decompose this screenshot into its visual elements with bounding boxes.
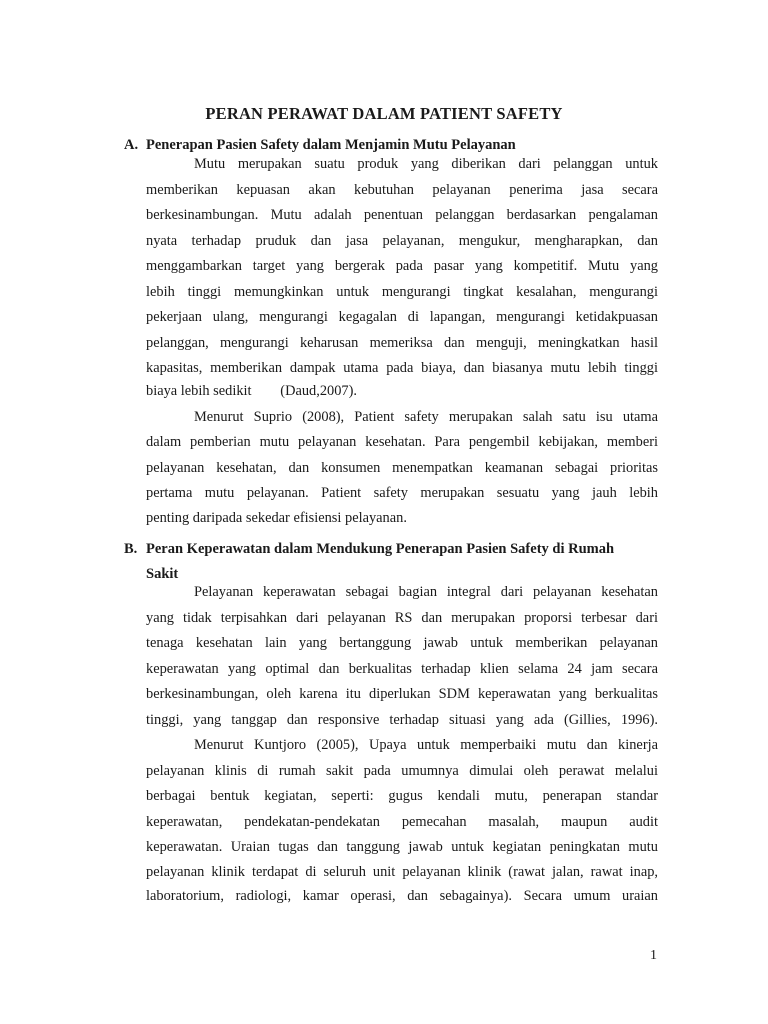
- body-line: keperawatan yang optimal dan berkualitas terhadap klien selama 24 jam secara: [146, 661, 658, 677]
- body-line: berkesinambungan. Mutu adalah penentuan pelanggan berdasarkan pengalaman: [146, 207, 658, 223]
- body-line: Pelayanan keperawatan sebagai bagian integral dari pelayanan kesehatan: [194, 584, 658, 600]
- body-line: Mutu merupakan suatu produk yang diberikan dari pelanggan untuk: [194, 156, 658, 172]
- body-line: kapasitas, memberikan dampak utama pada biaya, dan biasanya mutu lebih tinggi: [146, 360, 658, 376]
- body-line: keperawatan, pendekatan-pendekatan pemecahan masalah, maupun audit: [146, 814, 658, 830]
- section-a-letter: A.: [124, 137, 139, 153]
- body-line: laboratorium, radiologi, kamar operasi, dan sebagainya). Secara umum uraian: [146, 888, 658, 904]
- document-title: PERAN PERAWAT DALAM PATIENT SAFETY: [205, 104, 563, 123]
- section-a-title: Penerapan Pasien Safety dalam Menjamin Mutu Pelayanan: [146, 137, 516, 153]
- body-line: berbagai bentuk kegiatan, seperti: gugus kendali mutu, penerapan standar: [146, 788, 658, 804]
- body-line: tinggi, yang tanggap dan responsive terhadap situasi yang ada (Gillies, 1996).: [146, 712, 658, 728]
- section-b-title-line-1: Peran Keperawatan dalam Mendukung Penerapan Pasien Safety di Rumah: [146, 541, 615, 557]
- body-line: yang tidak terpisahkan dari pelayanan RS dan merupakan proporsi terbesar dari: [146, 610, 658, 626]
- page-number: 1: [650, 948, 657, 963]
- section-b-letter: B.: [124, 541, 138, 557]
- body-line: keperawatan. Uraian tugas dan tanggung jawab untuk kegiatan peningkatan mutu: [146, 839, 658, 855]
- body-line: berkesinambungan, oleh karena itu diperlukan SDM keperawatan yang berkualitas: [146, 686, 658, 702]
- body-line: pelayanan kesehatan, dan konsumen menempatkan keamanan sebagai prioritas: [146, 460, 658, 476]
- body-line: pelanggan, mengurangi keharusan memeriksa dan menguji, meningkatkan hasil: [146, 335, 658, 351]
- body-line: dalam pemberian mutu pelayanan kesehatan. Para pengembil kebijakan, memberi: [146, 434, 658, 450]
- body-line: menggambarkan target yang bergerak pada pasar yang kompetitif. Mutu yang: [146, 258, 658, 274]
- body-line: pekerjaan ulang, mengurangi kegagalan di lapangan, mengurangi ketidakpuasan: [146, 309, 658, 325]
- body-line: lebih tinggi memungkinkan untuk mengurangi tingkat kesalahan, mengurangi: [146, 284, 658, 300]
- section-b-title-line-2: Sakit: [146, 566, 179, 582]
- body-line: memberikan kepuasan akan kebutuhan pelayanan penerima jasa secara: [146, 182, 658, 198]
- body-line: penting daripada sekedar efisiensi pelayanan.: [146, 510, 407, 526]
- body-line: biaya lebih sedikit (Daud,2007).: [146, 383, 358, 399]
- body-line: Menurut Suprio (2008), Patient safety merupakan salah satu isu utama: [194, 409, 658, 425]
- body-line: Menurut Kuntjoro (2005), Upaya untuk memperbaiki mutu dan kinerja: [194, 737, 658, 753]
- body-line: tenaga kesehatan lain yang bertanggung jawab untuk memberikan pelayanan: [146, 635, 658, 651]
- body-line: pelayanan klinik terdapat di seluruh unit pelayanan klinik (rawat jalan, rawat inap,: [146, 864, 658, 880]
- body-line: pelayanan klinis di rumah sakit pada umumnya dimulai oleh perawat melalui: [146, 763, 658, 779]
- body-line: pertama mutu pelayanan. Patient safety merupakan sesuatu yang jauh lebih: [146, 485, 658, 501]
- body-line: nyata terhadap pruduk dan jasa pelayanan, mengukur, mengharapkan, dan: [146, 233, 658, 249]
